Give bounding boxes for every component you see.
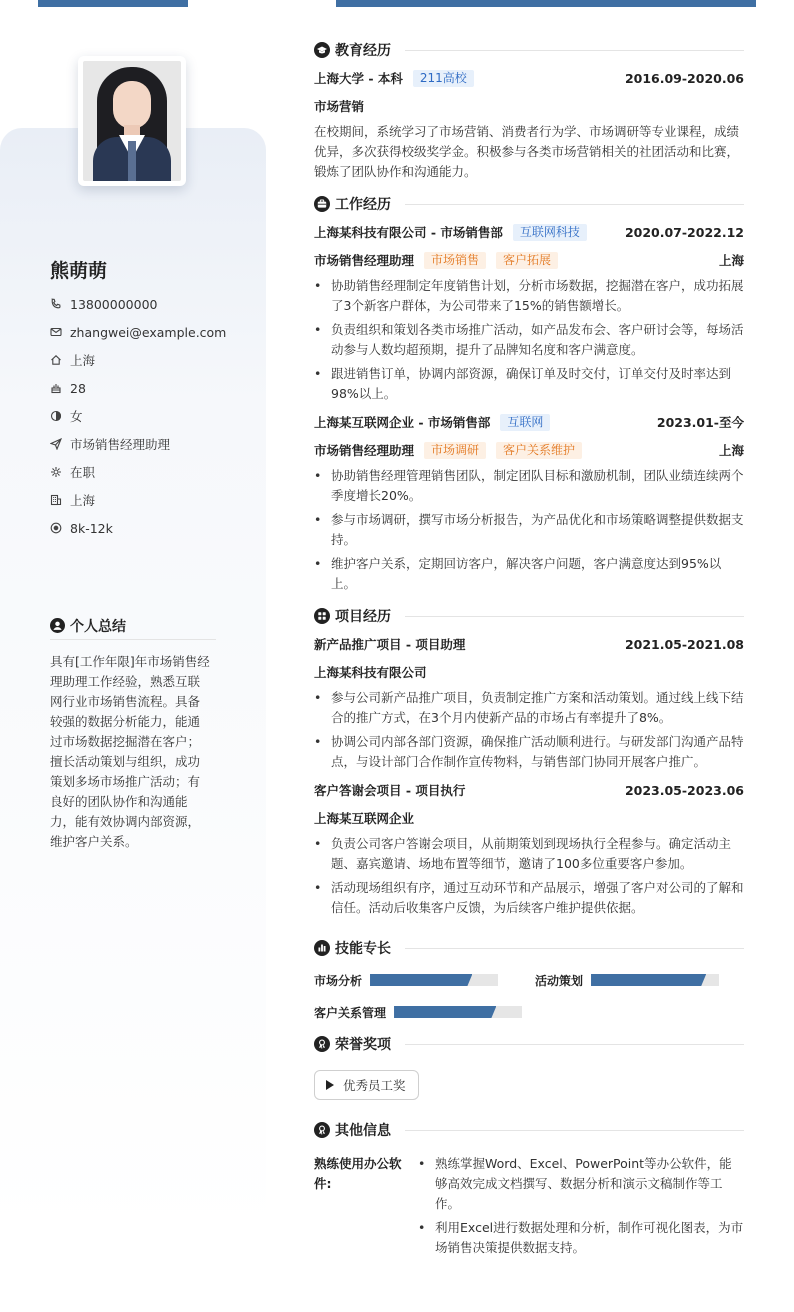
other-label: 熟练使用办公软件: (314, 1156, 402, 1191)
bar-chart-icon (314, 940, 330, 956)
work-period: 2023.01-至今 (656, 415, 744, 430)
work-entry (314, 218, 744, 404)
phone-icon (50, 298, 70, 310)
info-salary-value: 8k-12k (70, 520, 113, 536)
info-gender-value: 女 (70, 409, 83, 424)
education-major-row (314, 92, 744, 120)
grid-icon (314, 608, 330, 624)
info-gender (50, 402, 260, 430)
awards-heading (314, 1030, 744, 1058)
list-item: • 负责组织和策划各类市场推广活动，如产品发布会、客户研讨会等，每场活动参与人数均超预期，提升了品牌知名度和客户满意度。 (314, 320, 744, 360)
project-entry (314, 776, 744, 918)
skill-item (535, 968, 744, 992)
gender-icon (50, 410, 70, 422)
project-header-row (314, 630, 744, 658)
graduation-cap-icon (314, 42, 330, 58)
info-city-value: 上海 (70, 493, 96, 508)
profile-photo (83, 61, 181, 181)
work-city: 上海 (718, 443, 744, 458)
salary-icon (50, 522, 70, 534)
list-item: • 维护客户关系，定期回访客户，解决客户问题，客户满意度达到95%以上。 (314, 554, 744, 594)
work-role-row (314, 246, 744, 274)
work-skill-tag: 市场调研 (424, 442, 486, 459)
user-icon (50, 618, 65, 633)
education-header-row (314, 64, 744, 92)
list-item: • 熟练掌握Word、Excel、PowerPoint等办公软件，能够高效完成文档撰写、数据分析和演示文稿制作等工作。 (418, 1154, 744, 1214)
project-bullets (314, 688, 744, 772)
play-icon (326, 1080, 334, 1090)
info-location-value: 上海 (70, 353, 96, 368)
skill-name: 客户关系管理 (314, 1005, 387, 1020)
skill-bar (591, 974, 719, 986)
education-school: 上海大学 - 本科 (314, 71, 403, 86)
info-phone (50, 290, 260, 318)
info-phone-value: 13800000000 (70, 296, 158, 312)
info-icon (314, 1122, 330, 1138)
projects-heading (314, 602, 744, 630)
project-name: 客户答谢会项目 - 项目执行 (314, 783, 466, 798)
projects-title: 项目经历 (335, 609, 391, 625)
info-location (50, 346, 260, 374)
send-icon (50, 438, 70, 450)
education-period: 2016.09-2020.06 (624, 70, 744, 86)
skills-grid (314, 968, 744, 1024)
awards-title: 荣誉奖项 (335, 1037, 391, 1053)
list-item: • 活动现场组织有序，通过互动环节和产品展示，增强了客户对公司的了解和信任。活动后收集客户反馈，为后续客户维护提供依据。 (314, 878, 744, 918)
skill-name: 市场分析 (314, 973, 363, 988)
info-age (50, 374, 260, 402)
work-role: 市场销售经理助理 (314, 253, 415, 268)
education-title: 教育经历 (335, 43, 391, 59)
top-accent-bar-left (38, 0, 188, 7)
work-title: 工作经历 (335, 197, 391, 213)
info-position-value: 市场销售经理助理 (70, 437, 171, 452)
building-icon (50, 494, 70, 506)
education-heading (314, 36, 744, 64)
list-item: • 协助销售经理制定年度销售计划，分析市场数据，挖掘潜在客户，成功拓展了3个新客户群体，为公司带来了15%的销售额增长。 (314, 276, 744, 316)
main-column (314, 36, 744, 1262)
project-entry (314, 630, 744, 772)
list-item: • 协助销售经理管理销售团队，制定团队目标和激励机制，团队业绩连续两个季度增长20%。 (314, 466, 744, 506)
work-period: 2020.07-2022.12 (624, 224, 744, 240)
project-period: 2021.05-2021.08 (624, 636, 744, 652)
briefcase-icon (314, 196, 330, 212)
award-icon (314, 1036, 330, 1052)
section-divider (405, 948, 744, 949)
skill-bar (394, 1006, 522, 1018)
work-skill-tag: 客户关系维护 (496, 442, 582, 459)
work-bullets (314, 466, 744, 594)
section-divider (405, 50, 744, 51)
mail-icon (50, 326, 70, 338)
work-company: 上海某互联网企业 - 市场销售部 (314, 415, 491, 430)
list-item: • 跟进销售订单，协调内部资源，确保订单及时交付，订单交付及时率达到98%以上。 (314, 364, 744, 404)
education-tag: 211高校 (413, 70, 474, 87)
work-skill-tag: 客户拓展 (496, 252, 558, 269)
project-header-row (314, 776, 744, 804)
skill-item (314, 1000, 535, 1024)
home-icon (50, 354, 70, 366)
summary-title-text: 个人总结 (70, 618, 126, 635)
list-item: • 参与市场调研，撰写市场分析报告，为产品优化和市场策略调整提供数据支持。 (314, 510, 744, 550)
candidate-name: 熊萌萌 (50, 260, 108, 282)
cake-icon (50, 382, 70, 394)
profile-photo-frame (78, 56, 186, 186)
skill-bar (370, 974, 498, 986)
project-bullets (314, 834, 744, 918)
info-email (50, 318, 260, 346)
work-role-row (314, 436, 744, 464)
project-period: 2023.05-2023.06 (624, 782, 744, 798)
education-desc: 在校期间，系统学习了市场营销、消费者行为学、市场调研等专业课程，成绩优异，多次获得校级奖学金。积极参与各类市场营销相关的社团活动和比赛，锻炼了团队协作和沟通能力。 (314, 124, 740, 179)
section-divider (405, 204, 744, 205)
info-age-value: 28 (70, 380, 86, 396)
project-org: 上海某科技有限公司 (314, 665, 427, 680)
project-name: 新产品推广项目 - 项目助理 (314, 637, 466, 652)
info-salary (50, 514, 260, 542)
other-heading (314, 1116, 744, 1144)
other-bullets (418, 1154, 744, 1262)
project-org-row (314, 658, 744, 686)
work-entry (314, 408, 744, 594)
work-industry-tag: 互联网 (500, 414, 550, 431)
skill-bar-fill (591, 974, 706, 986)
work-industry-tag: 互联网科技 (513, 224, 587, 241)
info-status (50, 458, 260, 486)
summary-heading (50, 612, 216, 640)
work-city: 上海 (718, 253, 744, 268)
section-divider (405, 1044, 744, 1045)
work-skill-tag: 市场销售 (424, 252, 486, 269)
project-org: 上海某互联网企业 (314, 811, 415, 826)
section-divider (405, 1130, 744, 1131)
skill-name: 活动策划 (535, 973, 584, 988)
info-status-value: 在职 (70, 465, 96, 480)
skills-heading (314, 934, 744, 962)
work-heading (314, 190, 744, 218)
skill-bar-fill (370, 974, 472, 986)
work-header-row (314, 218, 744, 246)
skills-title: 技能专长 (335, 941, 391, 957)
work-company: 上海某科技有限公司 - 市场销售部 (314, 225, 503, 240)
skill-item (314, 968, 535, 992)
list-item: • 参与公司新产品推广项目，负责制定推广方案和活动策划。通过线上线下结合的推广方式，在3个月内使新产品的市场占有率提升了8%。 (314, 688, 744, 728)
info-position (50, 430, 260, 458)
status-icon (50, 466, 70, 478)
work-header-row (314, 408, 744, 436)
contact-info-list (50, 290, 260, 542)
skill-bar-fill (394, 1006, 496, 1018)
info-city (50, 486, 260, 514)
award-name: 优秀员工奖 (343, 1078, 406, 1093)
list-item: • 负责公司客户答谢会项目，从前期策划到现场执行全程参与。确定活动主题、嘉宾邀请、场地布置等细节，邀请了100多位重要客户参加。 (314, 834, 744, 874)
work-bullets (314, 276, 744, 404)
project-org-row (314, 804, 744, 832)
info-email-value: zhangwei@example.com (70, 324, 227, 340)
list-item: • 利用Excel进行数据处理和分析，制作可视化图表，为市场销售决策提供数据支持。 (418, 1218, 744, 1258)
top-accent-bar-right (336, 0, 756, 7)
list-item: • 协调公司内部各部门资源，确保推广活动顺利进行。与研发部门沟通产品特点，与设计部门合作制作宣传物料，与销售部门协同开展客户推广。 (314, 732, 744, 772)
other-title: 其他信息 (335, 1123, 391, 1139)
other-info-row (314, 1150, 744, 1262)
work-role: 市场销售经理助理 (314, 443, 415, 458)
summary-text: 具有[工作年限]年市场销售经理助理工作经验，熟悉互联网行业市场销售流程。具备较强的数据分析能力，能通过市场数据挖掘潜在客户；擅长活动策划与组织，成功策划多场市场推广活动；有良好的团队协作和沟通能力，能有效协调内部资源，维护客户关系。 (50, 654, 210, 849)
section-divider (405, 616, 744, 617)
education-major: 市场营销 (314, 99, 365, 114)
award-chip (314, 1070, 419, 1100)
